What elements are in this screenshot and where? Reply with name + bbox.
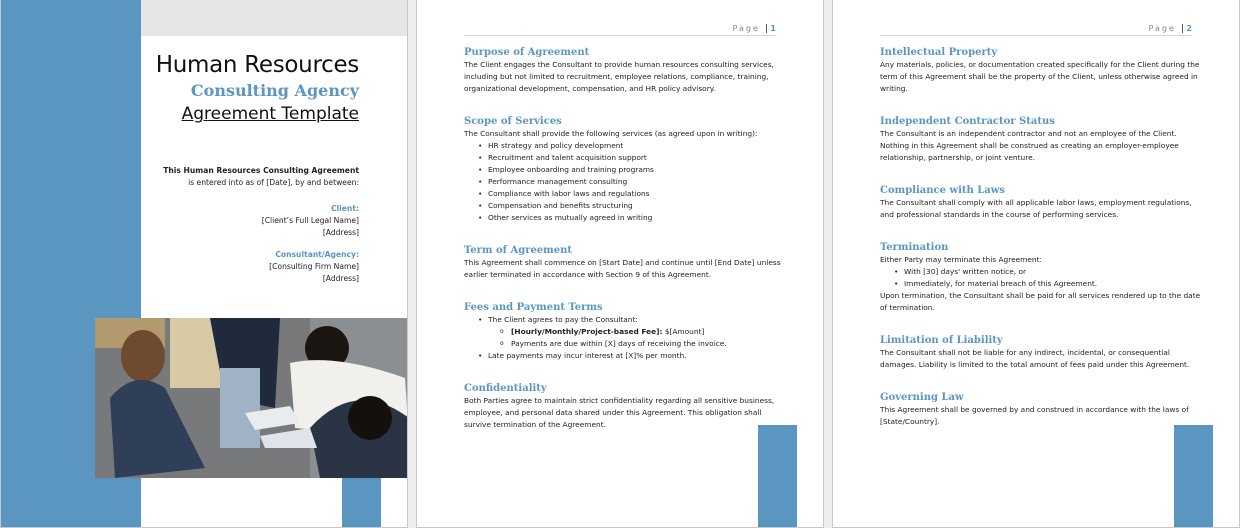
list-item: • Performance management consulting	[478, 176, 787, 188]
section-governing-law	[880, 391, 1203, 428]
cover-photo	[95, 318, 408, 478]
page-bottom-accent	[1174, 425, 1213, 528]
page-label: Page	[1148, 24, 1176, 33]
list-item: • HR strategy and policy development	[478, 140, 787, 152]
consultant-label: Consultant/Agency:	[275, 250, 359, 259]
section-title: Limitation of Liability	[880, 335, 1003, 346]
section-text: The Consultant shall provide the following services (as agreed upon in writing):	[464, 129, 758, 138]
cover-bottom-accent	[342, 478, 381, 528]
section-compliance	[880, 184, 1203, 221]
section-text: Both Parties agree to maintain strict confidentiality regarding all sensitive business, employee, and personal data shared under this Agreement. This obligation shall survive termination of the Agreement.	[464, 396, 775, 429]
consultant-name: [Consulting Firm Name]	[269, 262, 359, 271]
section-title: Independent Contractor Status	[880, 116, 1055, 127]
list-item: • Immediately, for material breach of this Agreement.	[894, 278, 1203, 290]
list-item: • Compliance with labor laws and regulations	[478, 188, 787, 200]
termination-list	[894, 266, 1203, 290]
section-title: Governing Law	[880, 392, 964, 403]
section-contractor-status	[880, 115, 1203, 164]
sub-list-item: o Payments are due within [X] days of receiving the invoice.	[500, 338, 787, 350]
intro-bold: This Human Resources Consulting Agreement	[163, 166, 359, 175]
document-page-2	[832, 0, 1240, 528]
meeting-photo-illustration	[95, 318, 408, 478]
section-purpose	[464, 46, 787, 95]
section-text: Either Party may terminate this Agreement:	[880, 255, 1042, 264]
section-liability	[880, 334, 1203, 371]
list-item: • Other services as mutually agreed in writing	[478, 212, 787, 224]
section-fees	[464, 301, 787, 362]
page-label: Page	[732, 24, 760, 33]
section-title: Term of Agreement	[464, 245, 573, 256]
section-text: This Agreement shall be governed by and construed in accordance with the laws of [State/Country].	[880, 405, 1189, 426]
section-title: Confidentiality	[464, 383, 547, 394]
scope-list	[478, 140, 787, 224]
section-text: The Consultant is an independent contractor and not an employee of the Client. Nothing in this Agreement shall be construed as creating an employer-employee relationship, partnership, or joint venture.	[880, 129, 1179, 162]
section-text: The Consultant shall comply with all applicable labor laws, employment regulations, and professional standards in the course of performing services.	[880, 198, 1192, 219]
consultant-address: [Address]	[322, 274, 359, 283]
page-header	[880, 24, 1192, 36]
section-intellectual-property	[880, 46, 1203, 95]
cover-title-line-2: Consulting Agency	[190, 81, 359, 100]
section-text: Upon termination, the Consultant shall be paid for all services rendered up to the date of termination.	[880, 291, 1201, 312]
list-item: • Employee onboarding and training programs	[478, 164, 787, 176]
cover-parties	[163, 165, 359, 285]
cover-page	[0, 0, 408, 528]
section-title: Intellectual Property	[880, 47, 998, 58]
fees-sublist	[500, 326, 787, 350]
section-text: The Consultant shall not be liable for any indirect, incidental, or consequential damages. Liability is limited to the total amount of fees paid under this Agreement.	[880, 348, 1190, 369]
section-title: Purpose of Agreement	[464, 47, 590, 58]
fee-amount: $[Amount]	[662, 327, 705, 336]
fee-type: [Hourly/Monthly/Project-based Fee]:	[511, 327, 663, 336]
list-item: • Late payments may incur interest at [X]% per month.	[478, 350, 787, 362]
list-item: • Recruitment and talent acquisition support	[478, 152, 787, 164]
section-scope	[464, 115, 787, 224]
section-text: Any materials, policies, or documentation created specifically for the Client during the term of this Agreement shall be the property of the Client, unless otherwise agreed in writing.	[880, 60, 1200, 93]
page-content	[880, 46, 1203, 448]
page-header	[464, 24, 776, 36]
cover-title-line-3: Agreement Template	[181, 104, 359, 124]
section-text: The Client engages the Consultant to provide human resources consulting services, including but not limited to recruitment, employee relations, compliance, training, organizational development, compensation, and HR policy advisory.	[464, 60, 774, 93]
client-name: [Client’s Full Legal Name]	[261, 216, 359, 225]
section-confidentiality	[464, 382, 787, 431]
intro-text: is entered into as of [Date], by and between:	[188, 178, 359, 187]
section-title: Termination	[880, 242, 949, 253]
section-term	[464, 244, 787, 281]
cover-top-bar	[141, 0, 408, 36]
section-title: Compliance with Laws	[880, 185, 1006, 196]
page-number: 2	[1182, 24, 1192, 33]
list-item: • With [30] days' written notice, or	[894, 266, 1203, 278]
page-content	[464, 46, 787, 451]
client-label: Client:	[330, 204, 359, 213]
page-number: 1	[766, 24, 776, 33]
section-text: This Agreement shall commence on [Start Date] and continue until [End Date] unless earlier terminated in accordance with Section 9 of this Agreement.	[464, 258, 781, 279]
section-title: Fees and Payment Terms	[464, 302, 603, 313]
sub-list-item	[500, 326, 787, 338]
list-item	[478, 314, 787, 350]
section-termination	[880, 241, 1203, 314]
section-title: Scope of Services	[464, 116, 562, 127]
fees-list	[478, 314, 787, 362]
cover-title-line-1: Human Resources	[155, 52, 359, 78]
page-bottom-accent	[758, 425, 797, 528]
cover-title	[156, 50, 359, 126]
list-item: • Compensation and benefits structuring	[478, 200, 787, 212]
list-item-text: The Client agrees to pay the Consultant:	[488, 315, 638, 324]
document-page-1	[416, 0, 824, 528]
client-address: [Address]	[322, 228, 359, 237]
